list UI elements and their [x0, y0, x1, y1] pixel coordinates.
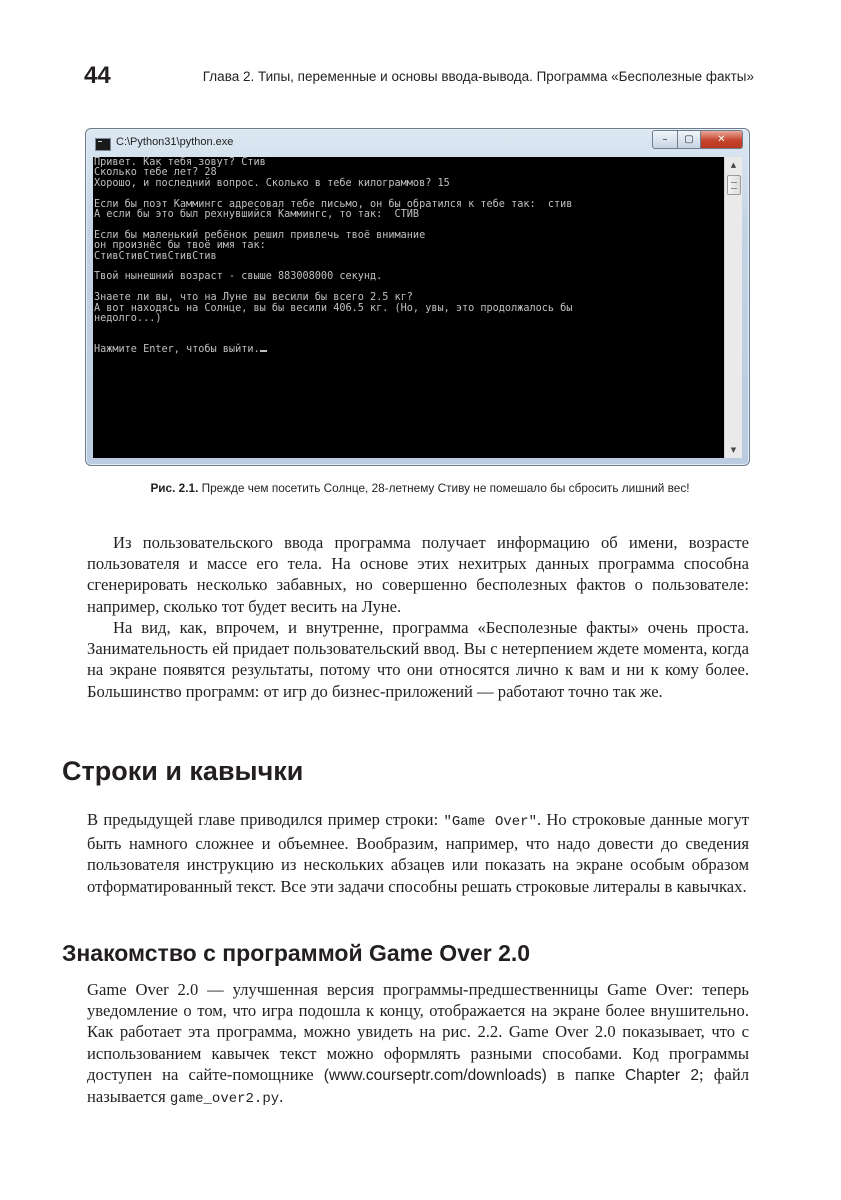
console-lines: Привет. Как тебя зовут? Стив Сколько тебе лет? 28 Хорошо, и последний вопрос. Сколько в тебе килограммов? 15 Если бы поэт Каммингс адресовал тебе письмо, он бы обратился к тебе так: стив А если бы это был рехнувшийся Каммингс, то так: СТИВ Если бы маленький ребёнок решил привлечь твоё внимание он произнёс бы твоё имя так: СтивСтивСтивСтивСтив Твой нынешний возраст - свыше 883008000 секунд. Знаете ли вы, что на Луне вы весили бы всего 2.5 кг? А вот находясь на Солнце, вы бы весили 406.5 кг. (Но, увы, это продолжалось бы недолго...) Нажмите Enter, чтобы выйти. — [94, 157, 573, 356]
website-link[interactable]: (www.courseptr.com/downloads) — [323, 1066, 547, 1084]
console-app-icon — [95, 138, 111, 151]
section-heading-strings: Строки и кавычки — [62, 756, 304, 786]
scroll-down-arrow-icon[interactable]: ▼ — [730, 446, 737, 454]
console-output-area[interactable] — [93, 157, 742, 458]
figure-caption — [150, 481, 690, 496]
vertical-scrollbar[interactable] — [724, 157, 742, 458]
scrollbar-thumb[interactable] — [727, 175, 741, 195]
caption-label: Рис. 2.1. — [150, 481, 199, 495]
window-title: C:\Python31\python.exe — [116, 136, 234, 148]
text-cursor — [260, 350, 267, 352]
maximize-button[interactable]: ▢ — [678, 130, 701, 149]
window-controls — [652, 130, 743, 148]
section2-text-mid2: ; файл называется — [87, 1064, 749, 1107]
scroll-up-arrow-icon[interactable]: ▲ — [730, 161, 737, 169]
section2-text-end: . — [279, 1087, 284, 1107]
section-heading-game-over: Знакомство с программой Game Over 2.0 — [62, 940, 531, 966]
section2-text-mid: в папке — [546, 1064, 625, 1084]
inline-code-game-over: "Game Over" — [443, 814, 537, 830]
minimize-button[interactable]: – — [652, 130, 678, 149]
body-paragraph-1: Из пользовательского ввода программа получает информацию об имени, возрасте пользователя и массе его тела. На основе этих нехитрых данных программа способна сгенерировать несколько забавных, но совершенно бесполезных фактов о пользователе: например, сколько тот будет весить на Луне. — [87, 533, 749, 616]
close-button[interactable]: ✕ — [701, 130, 743, 149]
section1-paragraph — [87, 809, 749, 897]
section1-text-before: В предыдущей главе приводился пример строки: — [87, 810, 444, 829]
caption-text: Прежде чем посетить Солнце, 28-летнему Стиву не помешало бы сбросить лишний вес! — [198, 481, 690, 495]
body-paragraph-2: На вид, как, впрочем, и внутренне, программа «Бесполезные факты» очень проста. Занимательность ей придает пользовательский ввод. Вы с нетерпением ждете момента, когда на экране появятся результаты, потому что они относятся лично к вам и ни к кому более. Большинство программ: от игр до бизнес-приложений — работают точно так же. — [87, 618, 749, 701]
console-text — [94, 158, 722, 356]
section2-paragraph — [87, 979, 749, 1110]
running-title: Глава 2. Типы, переменные и основы ввода-вывода. Программа «Бесполезные факты» — [202, 69, 754, 84]
folder-name: Chapter 2 — [624, 1066, 699, 1084]
page-number: 44 — [84, 62, 111, 89]
console-window-screenshot — [85, 128, 750, 466]
file-name: game_over2.py — [169, 1091, 280, 1108]
page-header — [84, 62, 754, 92]
section2-text-before: Game Over 2.0 — улучшенная версия программы-предшественницы Game Over: теперь уведомление о том, что игра подошла к концу, отображается на экране более внушительно. Как работает эта программа, можно увидеть на рис. 2.2. Game Over 2.0 показывает, что с использованием кавычек текст можно оформлять разными способами. Код программы доступен на сайте-помощнике — [87, 980, 749, 1084]
window-titlebar — [86, 129, 749, 157]
section1-text-after: . Но строковые данные могут быть намного сложнее и объемнее. Вообразим, например, что надо довести до сведения пользователя инструкцию из нескольких абзацев или показать на экране особым образом отформатированный текст. Все эти задачи способны решать строковые литералы в кавычках. — [87, 810, 750, 896]
